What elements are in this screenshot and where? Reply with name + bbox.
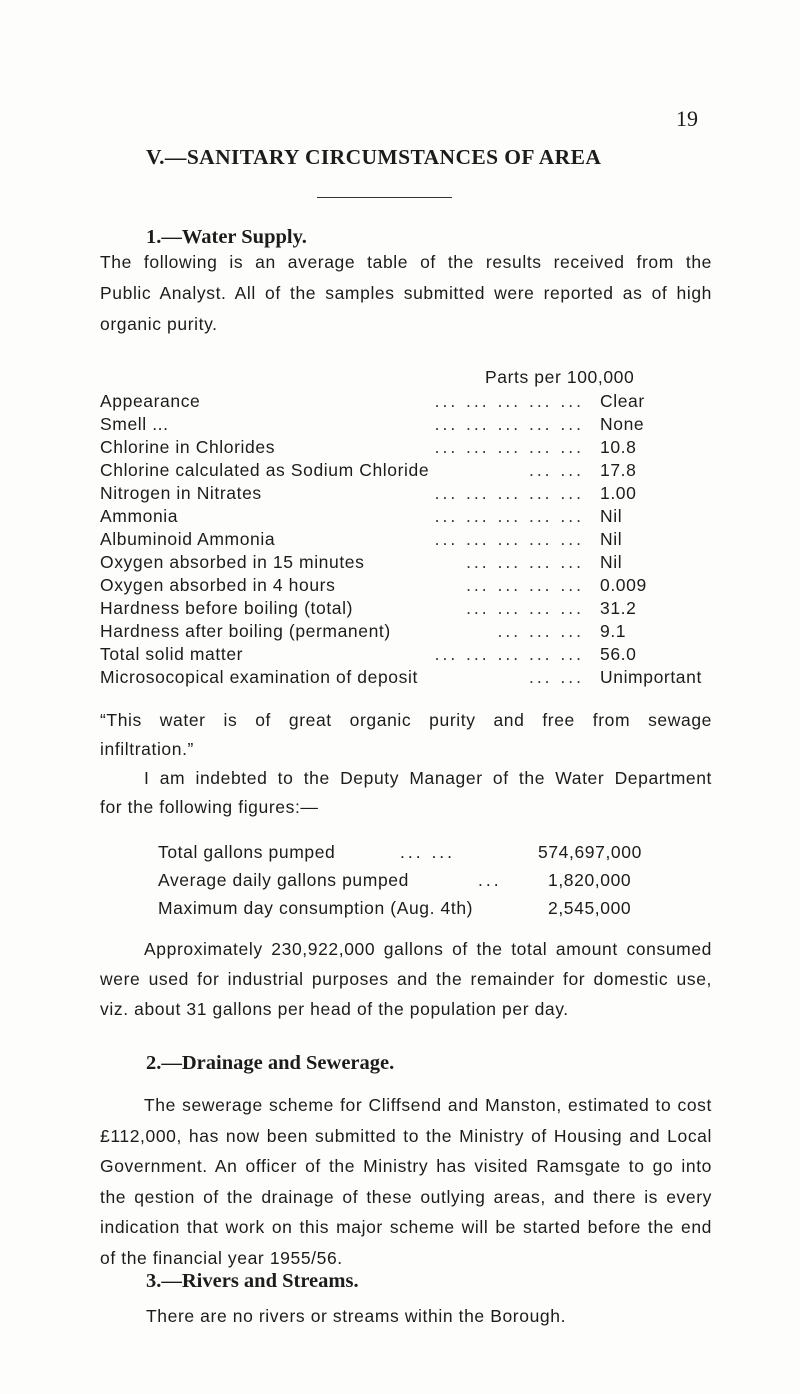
leader-dots: ... ... ... ... ... — [434, 391, 584, 411]
figure-label: Total gallons pumped — [158, 842, 336, 862]
figure-value: 2,545,000 — [548, 898, 632, 918]
figure-dots: ... — [478, 870, 502, 890]
title-divider — [317, 197, 452, 198]
analysis-value: 10.8 — [600, 437, 637, 457]
analysis-value: 17.8 — [600, 460, 637, 480]
analysis-value: Nil — [600, 506, 623, 526]
analysis-value: Clear — [600, 391, 645, 411]
drainage-paragraph — [100, 1090, 712, 1273]
analysis-value: 56.0 — [600, 644, 637, 664]
analysis-value: 0.009 — [600, 575, 647, 595]
figure-label: Maximum day consumption (Aug. 4th) — [158, 898, 474, 918]
drainage-line: Government. An officer of the Ministry has visited Ramsgate to go into — [100, 1156, 712, 1176]
intro-line: organic purity. — [100, 314, 218, 334]
analysis-label: Hardness before boiling (total) — [100, 598, 354, 618]
units-header: Parts per 100,000 — [485, 367, 635, 387]
leader-dots: ... ... — [528, 460, 584, 480]
intro-line: Public Analyst. All of the samples submitted were reported as of high — [100, 283, 712, 303]
analysis-label: Ammonia — [100, 506, 179, 526]
intro-line: The following is an average table of the results received from the — [100, 252, 712, 272]
figure-value: 1,820,000 — [548, 870, 632, 890]
leader-dots: ... ... ... ... — [466, 575, 584, 595]
water-supply-intro — [100, 247, 712, 340]
leader-dots: ... ... ... ... ... — [434, 644, 584, 664]
leader-dots: ... ... ... ... ... — [434, 414, 584, 434]
quote-line: infiltration.” — [100, 739, 194, 759]
analysis-value: Nil — [600, 529, 623, 549]
analysis-value: Unimportant — [600, 667, 702, 687]
quote-line: “This water is of great organic purity and free from sewage — [100, 710, 712, 730]
analysis-label: Microsocopical examination of deposit — [100, 667, 418, 687]
analysis-label: Nitrogen in Nitrates — [100, 483, 262, 503]
analysis-label: Total solid matter — [100, 644, 244, 664]
leader-dots: ... ... ... ... ... — [434, 506, 584, 526]
leader-dots: ... ... ... ... ... — [434, 529, 584, 549]
analysis-label: Appearance — [100, 391, 201, 411]
analysis-value: 9.1 — [600, 621, 627, 641]
figure-dots: ... ... — [400, 842, 456, 862]
consumption-line: Approximately 230,922,000 gallons of the total amount consumed — [144, 939, 712, 959]
analysis-label: Chlorine calculated as Sodium Chloride — [100, 460, 430, 480]
chapter-title: V.—SANITARY CIRCUMSTANCES OF AREA — [146, 145, 602, 169]
indebted-line: for the following figures:— — [100, 797, 319, 817]
indebted-paragraph — [100, 764, 712, 822]
drainage-line: The sewerage scheme for Cliffsend and Manston, estimated to cost — [144, 1095, 712, 1115]
analysis-value: 31.2 — [600, 598, 637, 618]
analysis-label: Hardness after boiling (permanent) — [100, 621, 391, 641]
drainage-line: indication that work on this major scheme will be started before the end — [100, 1217, 712, 1237]
page-number: 19 — [676, 106, 698, 131]
consumption-paragraph — [100, 934, 712, 1024]
leader-dots: ... ... ... ... — [466, 598, 584, 618]
leader-dots: ... ... — [528, 667, 584, 687]
water-supply-heading: 1.—Water Supply. — [146, 226, 307, 248]
analysis-label: Smell ... — [100, 414, 169, 434]
analysis-label: Albuminoid Ammonia — [100, 529, 276, 549]
consumption-line: viz. about 31 gallons per head of the population per day. — [100, 999, 569, 1019]
analysis-value: None — [600, 414, 645, 434]
quote-paragraph — [100, 706, 712, 764]
consumption-line: were used for industrial purposes and the remainder for domestic use, — [100, 969, 712, 989]
analysis-value: 1.00 — [600, 483, 637, 503]
leader-dots: ... ... ... ... ... — [434, 483, 584, 503]
analysis-label: Oxygen absorbed in 4 hours — [100, 575, 336, 595]
indebted-line: I am indebted to the Deputy Manager of the Water Department — [144, 768, 712, 788]
rivers-text: There are no rivers or streams within the Borough. — [146, 1306, 567, 1326]
drainage-heading: 2.—Drainage and Sewerage. — [146, 1052, 395, 1074]
leader-dots: ... ... ... ... ... — [434, 437, 584, 457]
drainage-line: £112,000, has now been submitted to the Ministry of Housing and Local — [100, 1125, 712, 1146]
leader-dots: ... ... ... ... — [466, 552, 584, 572]
analysis-label: Oxygen absorbed in 15 minutes — [100, 552, 365, 572]
drainage-line: of the financial year 1955/56. — [100, 1247, 343, 1268]
analysis-label: Chlorine in Chlorides — [100, 437, 276, 457]
rivers-heading: 3.—Rivers and Streams. — [146, 1270, 359, 1292]
leader-dots: ... ... ... — [497, 621, 584, 641]
figure-label: Average daily gallons pumped — [158, 870, 409, 890]
drainage-line: the qestion of the drainage of these outlying areas, and there is every — [100, 1186, 712, 1207]
figure-value: 574,697,000 — [538, 842, 642, 862]
analysis-value: Nil — [600, 552, 623, 572]
